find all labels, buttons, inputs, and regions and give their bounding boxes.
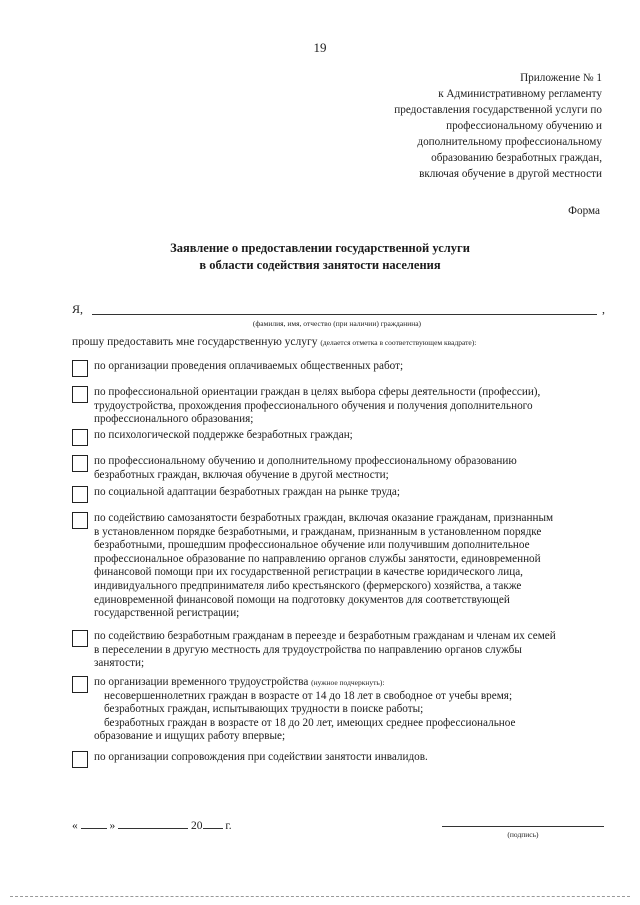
appendix-line: образованию безработных граждан, [431,152,602,164]
service-option [72,630,608,671]
appendix-line: Приложение № 1 [520,72,602,84]
service-checkbox[interactable] [72,486,88,503]
service-checkbox[interactable] [72,751,88,768]
option-lead-note: (нужное подчеркнуть): [311,678,385,687]
service-option [72,360,608,374]
page-bottom-divider [10,896,630,897]
service-option [72,512,608,621]
form-label: Форма [568,205,600,217]
page-number: 19 [313,40,327,55]
option-line: в переселении в другую местность для трудоустройства по направлению органов службы [94,643,522,656]
year-field[interactable] [203,817,223,829]
option-line [94,676,608,690]
applicant-name-field[interactable] [92,314,597,315]
option-subline[interactable]: безработных граждан в возрасте от 18 до 20 лет, имеющих среднее профессиональное [104,716,516,729]
option-lead: по организации временного трудоустройства [94,676,309,688]
day-field[interactable] [81,817,107,829]
appendix-line: дополнительному профессиональному [417,136,602,148]
option-line: по содействию самозанятости безработных граждан, включая оказание гражданам, признанным [94,512,554,524]
service-checkbox[interactable] [72,512,88,529]
service-checkbox[interactable] [72,429,88,446]
appendix-line: профессиональному обучению и [446,120,602,132]
service-option [72,386,608,427]
service-checkbox[interactable] [72,386,88,403]
option-line: по содействию безработным гражданам в переезде и безработным гражданам и членам их семей [94,630,556,642]
service-checkbox[interactable] [72,360,88,377]
appendix-line: к Административному регламенту [438,88,602,100]
appendix-block [352,70,602,182]
year-suffix: г. [225,820,232,832]
date-open-quote: « [72,820,78,832]
option-line: занятости; [94,657,145,670]
option-line: индивидуального предпринимателя либо крестьянского (фермерского) хозяйства, а также [94,579,522,592]
option-line: в установленном порядке безработными, и гражданам, признанным в установленном порядке [94,525,542,538]
service-option [72,676,608,744]
document-title [0,240,640,274]
option-line: по психологической поддержке безработных граждан; [94,429,353,441]
appendix-line: включая обучение в другой местности [419,168,602,180]
title-line-2: в области содействия занятости населения [199,258,441,272]
option-line: безработных граждан, включая обучение в другой местности; [94,468,389,481]
appendix-line: предоставления государственной услуги по [394,104,602,116]
option-line: по организации проведения оплачиваемых общественных работ; [94,360,404,372]
option-line: по профессиональной ориентации граждан в целях выбора сферы деятельности (профессии), [94,386,541,398]
service-option [72,429,608,443]
option-line: безработными, прошедшим профессиональное обучение или получившим дополнительное [94,539,530,552]
option-line: единовременной финансовой помощи на подготовку документов для соответствующей [94,593,510,606]
applicant-hint: (фамилия, имя, отчество (при наличии) гражданина) [252,319,422,328]
option-line: профессиональное образование по направлению органов службы занятости, единовременной [94,552,541,565]
title-line-1: Заявление о предоставлении государственной услуги [170,241,470,255]
service-option [72,455,608,482]
date-field [72,817,232,832]
option-line: по социальной адаптации безработных граждан на рынке труда; [94,486,400,498]
applicant-row [72,302,607,318]
option-subline[interactable]: несовершеннолетних граждан в возрасте от 14 до 18 лет в свободное от учебы время; [104,689,513,702]
signature-field[interactable] [442,826,604,827]
request-text: прошу предоставить мне государственную услугу [72,336,318,348]
service-option [72,486,608,500]
option-line: профессионального образования; [94,413,254,426]
applicant-comma: , [602,302,605,316]
request-line [72,336,476,348]
service-checkbox[interactable] [72,676,88,693]
option-subline[interactable]: безработных граждан, испытывающих трудности в поиске работы; [104,703,424,716]
signature-hint: (подпись) [507,830,539,839]
service-checkbox[interactable] [72,455,88,472]
month-field[interactable] [118,817,188,829]
option-line: по организации сопровождения при содействии занятости инвалидов. [94,751,428,763]
service-option [72,751,608,765]
option-line: образование и ищущих работу впервые; [94,730,286,743]
applicant-label: Я, [72,302,84,316]
option-line: по профессиональному обучению и дополнительному профессиональному образованию [94,455,517,467]
service-checkbox[interactable] [72,630,88,647]
option-line: финансовой помощи при их государственной регистрации в качестве юридического лица, [94,566,523,579]
option-line: трудоустройства, прохождения профессионального обучения и получения дополнительного [94,399,533,412]
request-note: (делается отметка в соответствующем квадрате): [320,338,477,347]
date-close-quote: » [109,820,116,832]
option-line: государственной регистрации; [94,607,240,620]
year-prefix: 20 [191,820,203,832]
